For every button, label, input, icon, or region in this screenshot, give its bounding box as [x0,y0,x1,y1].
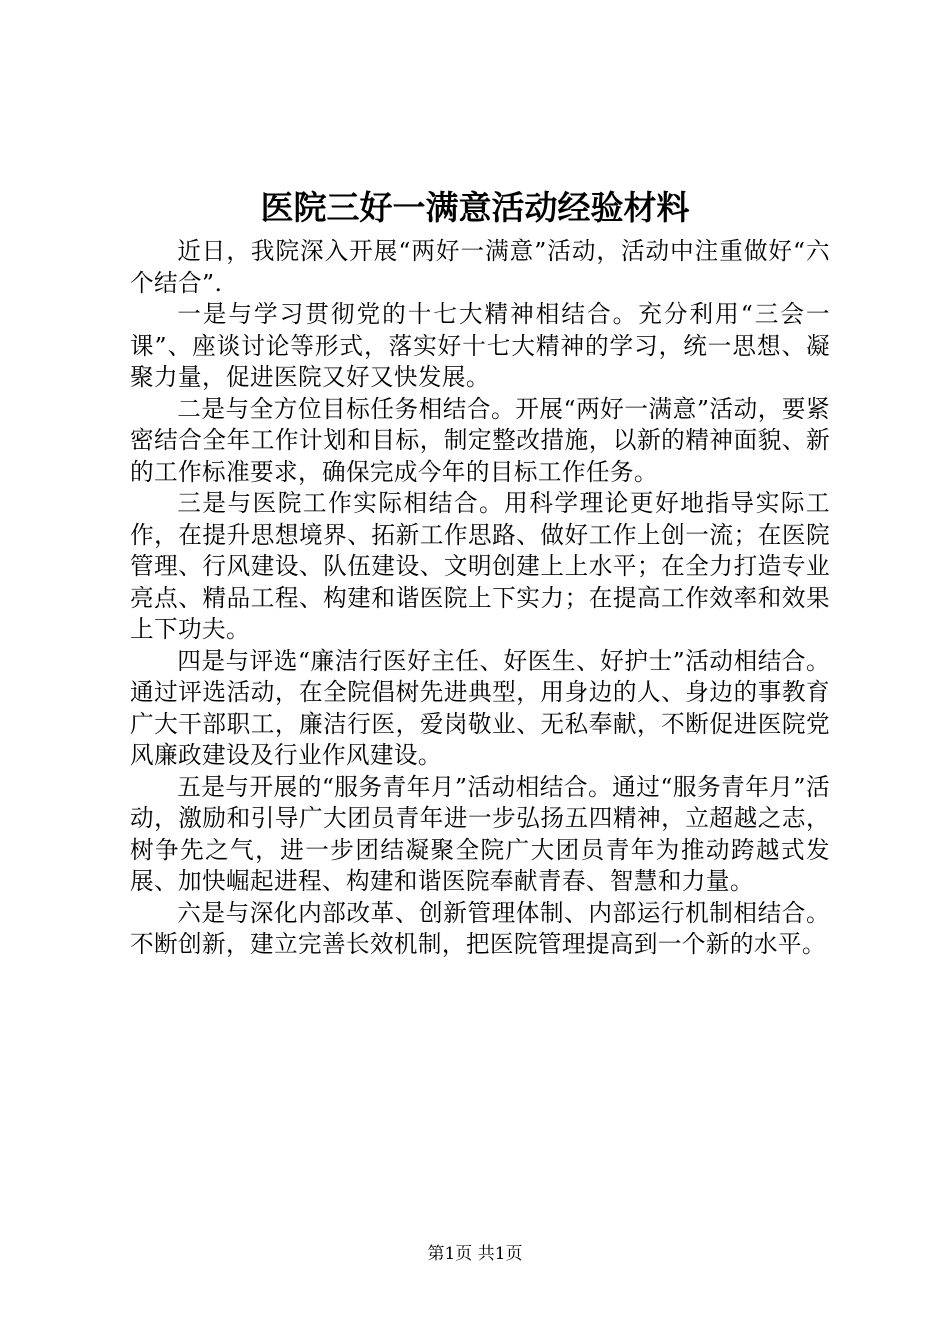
paragraph-point-4: 四是与评选“廉洁行医好主任、好医生、好护士”活动相结合。通过评选活动，在全院倡树先进典型，用身边的人、身边的事教育广大干部职工，廉洁行医，爱岗敬业、无私奉献，不断促进医院党风廉政建设及行业作风建设。 [130,646,830,769]
page-number-footer: 第1页 共1页 [427,1244,523,1264]
paragraph-point-6: 六是与深化内部改革、创新管理体制、内部运行机制相结合。不断创新，建立完善长效机制，把医院管理提高到一个新的水平。 [130,898,830,958]
document-title: 医院三好一满意活动经验材料 [260,188,690,227]
document-body [130,236,830,961]
paragraph-point-2: 二是与全方位目标任务相结合。开展“两好一满意”活动，要紧密结合全年工作计划和目标，制定整改措施，以新的精神面貌、新的工作标准要求，确保完成今年的目标工作任务。 [130,394,830,486]
paragraph-intro: 近日，我院深入开展“两好一满意”活动，活动中注重做好“六个结合”. [130,237,830,297]
paragraph-point-5: 五是与开展的“服务青年月”活动相结合。通过“服务青年月”活动，激励和引导广大团员青年进一步弘扬五四精神，立超越之志，树争先之气，进一步团结凝聚全院广大团员青年为推动跨越式发展、加快崛起进程、构建和谐医院奉献青春、智慧和力量。 [130,772,830,895]
paragraph-point-1: 一是与学习贯彻党的十七大精神相结合。充分利用“三会一课”、座谈讨论等形式，落实好十七大精神的学习，统一思想、凝聚力量，促进医院又好又快发展。 [130,300,830,391]
paragraph-point-3: 三是与医院工作实际相结合。用科学理论更好地指导实际工作，在提升思想境界、拓新工作思路、做好工作上创一流；在医院管理、行风建设、队伍建设、文明创建上上水平；在全力打造专业亮点、精品工程、构建和谐医院上下实力；在提高工作效率和效果上下功夫。 [130,489,830,643]
